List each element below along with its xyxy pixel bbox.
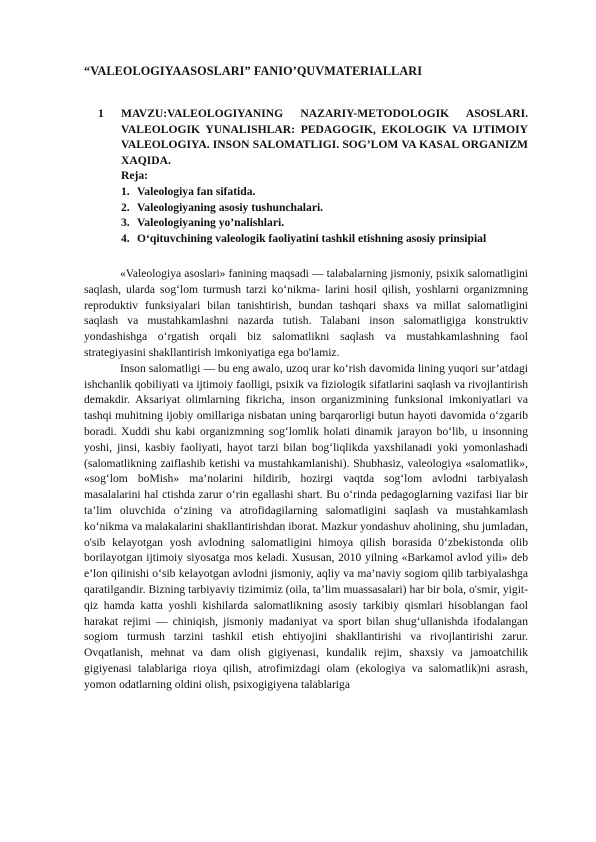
plan-item [98,184,528,200]
plan-item-text: Valeologiyaning yo’nalishlari. [137,216,285,230]
document-title: “VALEOLOGIYAASOSLARI” FANIO’QUVMATERIALLARI [84,64,423,78]
plan-item-number: 4. [121,231,130,245]
topic-number: 1 [98,107,104,120]
body-paragraph: «Valeologiya asoslari» fanining maqsadi — talabalarning jismoniy, psixik salomatligini saqlash, ularda sog‘lom turmush tarzi ko‘nikma- larini hosil qilish, yoshlarni organizmning reproduktiv funksiyalari bilan tanishtirish, bundan tashqari shaxs va millat salomatligini saqlash va mustahkamlashni nazarda tutish. Talabani inson salomatligiga konstruktiv yondashishga o‘rgatish orqali biz salomatlikni saqlash va mustahkamlashning faol strategiyasini shakllantirish imkoniyatiga ega bo'lamiz. [84,267,528,359]
plan-item-text: O‘qituvchining valeologik faoliyatini tashkil etishning asosiy prinsipial [137,231,487,245]
body-paragraph: Inson salomatligi — bu eng awalo, uzoq urar ko‘rish davomida lining yuqori sur’atdagi ishchanlik qobiliyati va ijtimoiy faolligi, psixik va fiziologik sifatlarini saqlash va rivojlantirish demakdir. Aksariyat olimlarning fikricha, inson organizmining funksional imkoniyatlari va tashqi muhitning ijobiy omillariga nisbatan uning barqarorligi butun hayoti davomida o‘zgarib boradi. Xuddi shu kabi organizmning sog‘lomlik holati dinamik jarayon bo‘lib, u insonning yoshi, jinsi, kasbiy faoliyati, hayot tarzi bilan bog‘liqlikda yaxshilanadi yoki yomonlashadi (salomatlikning zaiflashib ketishi va mustahkamlanishi). Shubhasiz, valeologiya «salomatlik», «sog‘lom boMish» ma’nolarini hildirib, hozirgi vaqtda sog‘lom avlodni tarbiyalash masalalarini hal ctishda zarur o‘rin egallashi shart. Bu o‘rinda pedagoglarning vazifasi liar bir ta’lim oluvchida o‘zining va atrofidagilarning salomatligini saqlash va mustahkamlash ko‘nikma va malakalarini shakllantirishdan iborat. Mazkur yondashuv aholining, shu jumladan, o'sib kelayotgan yosh avlodning salomatligini himoya qilish borasida 0‘zbekistonda olib borilayotgan ijtimoiy siyosatga mos keladi. Xususan, 2010 yilning «Barkamol avlod yili» deb e’lon qilinishi o‘sib kelayotgan avlodni jismoniy, aqliy va ma’naviy sogiom qilib tarbiyalashga qaratilgandir. Bizning tarbiyaviy tizimimiz (oila, ta’lim muassasalari) har bir bola, o'smir, yigit-qiz hamda katta yoshli kishilarda salomatlikning asosiy tarkibiy qismlari hisoblangan faol harakat rejimi — chiniqish, jismoniy madaniyat va sport bilan shug‘ullanishda ifodalangan sogiom turmush tarzini tashkil etish ehtiyojini shakllantirishi va rivojlantirishi zarur. Ovqatlanish, mehnat va dam olish gigiyenasi, kundalik rejim, shaxsiy va jamoatchilik gigiyenasi talablariga rioya qilish, atrofimizdagi olam (ekologiya va salomatlik)ni asrash, yomon odatlarning oldini olish, psixogigiyena talablariga [84,361,528,691]
topic-section [98,106,528,246]
plan-list [98,184,528,246]
plan-item-number: 1. [121,184,130,198]
plan-item-number: 3. [121,216,130,230]
plan-item [98,231,528,247]
plan-item-text: Valeologiya fan sifatida. [137,184,256,198]
plan-label: Reja: [121,169,149,183]
plan-item [98,200,528,216]
topic-heading: MAVZU:VALEOLOGIYANING NAZARIY-METODOLOGIK ASOSLARI. VALEOLOGIK YUNALISHLAR: PEDAGOGIK, EKOLOGIK VA IJTIMOIY VALEOLOGIYA. INSON SALOMATLIGI. SOG’LOM VA KASAL ORGANIZM XAQIDA. [121,107,528,167]
plan-item-number: 2. [121,200,130,214]
plan-item [98,215,528,231]
body-text [84,266,528,693]
plan-item-text: Valeologiyaning asosiy tushunchalari. [137,200,324,214]
